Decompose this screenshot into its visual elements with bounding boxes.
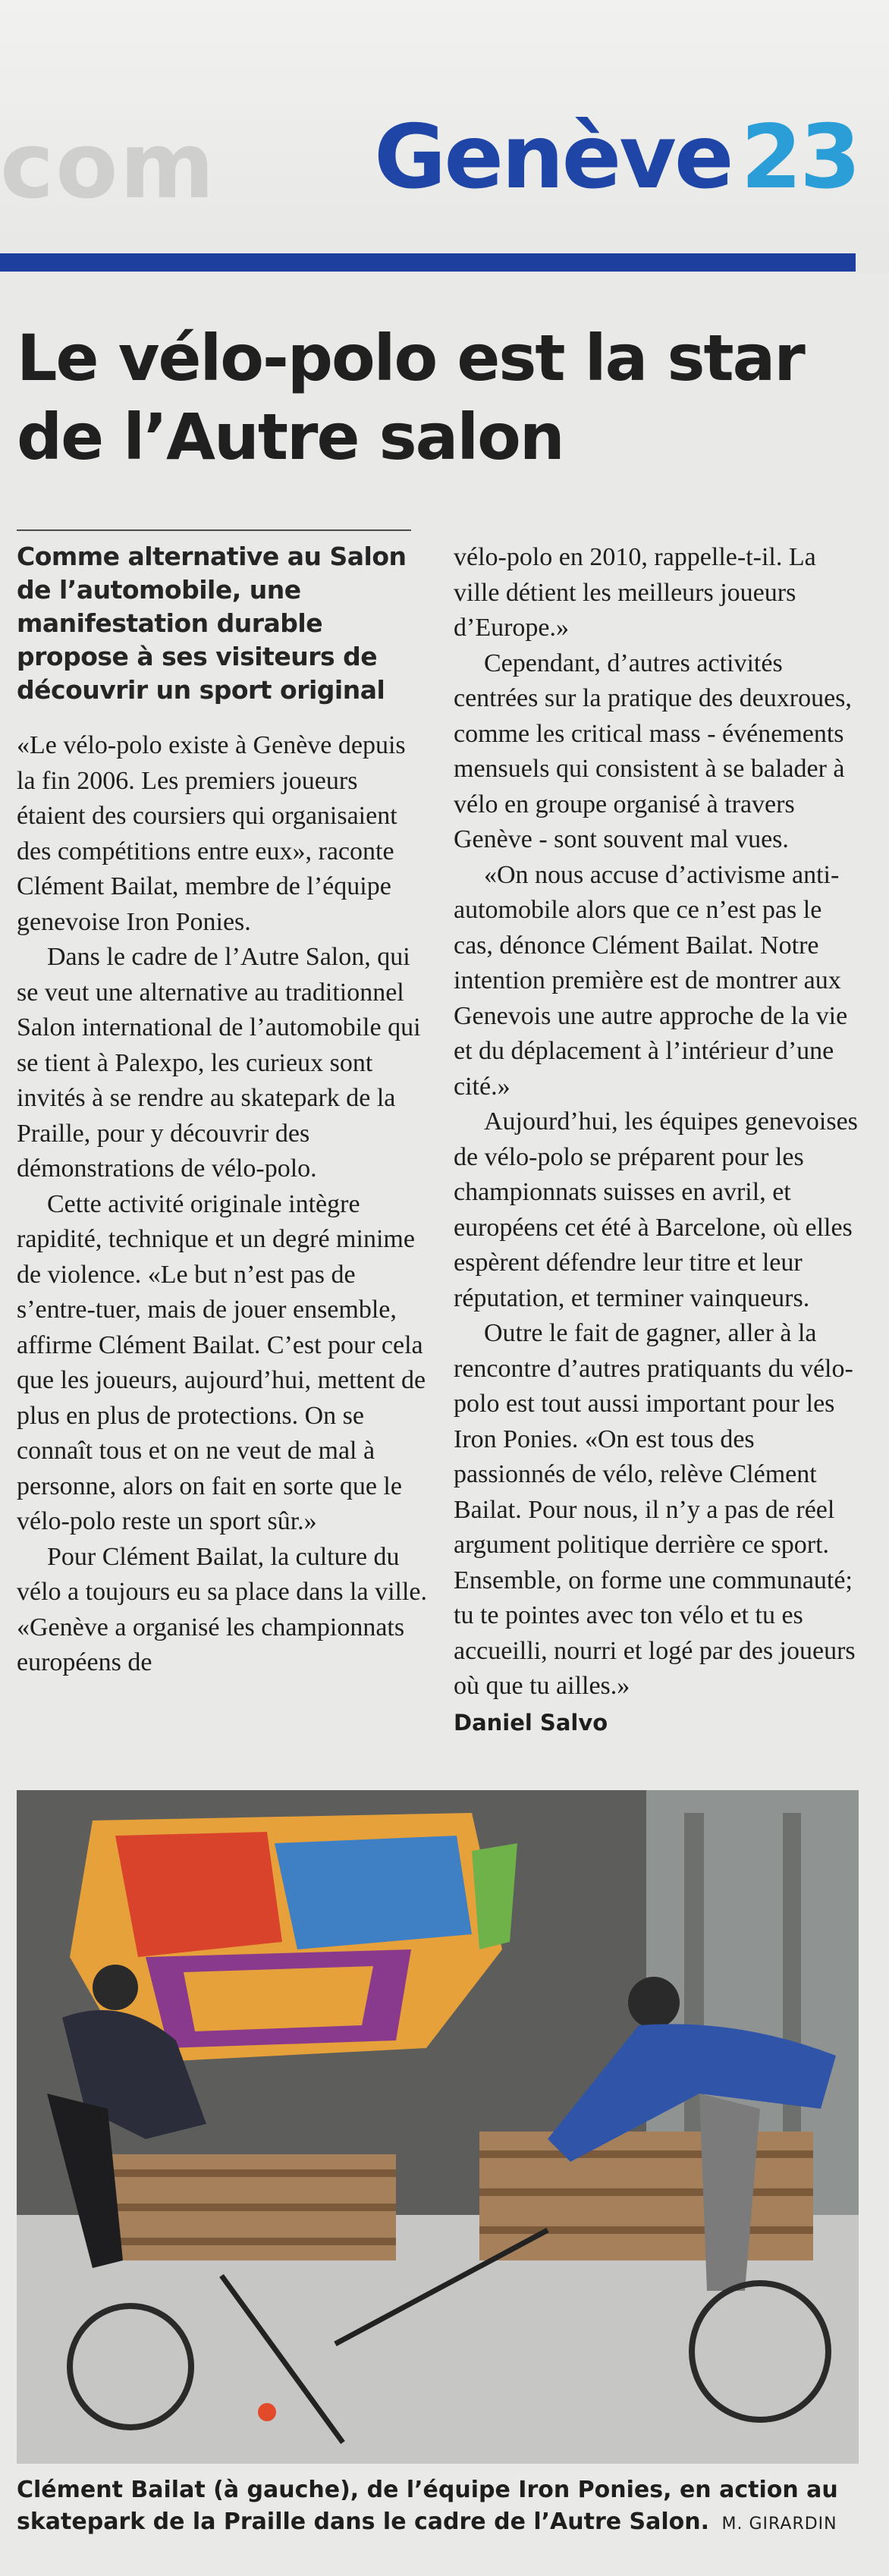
headline-line: de l’Autre salon — [17, 400, 564, 474]
article-paragraph: Pour Clément Bailat, la culture du vélo a toujours eu sa place dans la ville. «Genève a organisé les championnats européens de — [17, 1542, 427, 1676]
article-paragraph: Outre le fait de gagner, aller à la rencontre d’autres pratiquants du vélo-polo est tout aussi important pour les Iron Ponies. «On est tous des passionnés de vélo, relève Clément Bailat. Pour nous, il n’y a pas de réel argument politique derrière ce sport. Ensemble, on forme une communauté; tu te pointes avec ton vélo et tu es accueilli, nourri et logé par des joueurs où que tu ailles.» — [454, 1319, 856, 1700]
photo-credit: M. GIRARDIN — [721, 2515, 837, 2534]
section-rule — [0, 253, 856, 272]
masthead-background-text: com — [0, 114, 216, 219]
lead-paragraph: Comme alternative au Salon de l’automobile, une manifestation durable propose à ses visiteurs de découvrir un sport original — [17, 542, 407, 705]
article-column-right — [454, 540, 867, 1738]
headline — [17, 319, 851, 476]
section-name: Genève — [374, 106, 732, 209]
section-title — [374, 106, 859, 209]
photo-illustration — [17, 1790, 859, 2464]
article-paragraph: Aujourd’hui, les équipes genevoises de vélo-polo se préparent pour les championnats suisses en avril, et européens cet été à Barcelone, où elles espèrent défendre leur titre et leur réputation, et terminer vainqueurs. — [454, 1107, 858, 1312]
headline-line: Le vélo-polo est la star — [17, 321, 804, 395]
article-photo — [17, 1790, 859, 2464]
article-paragraph: Cependant, d’autres activités centrées sur la pratique des deuxroues, comme les critical mass - événements mensuels qui consistent à se balader à vélo en groupe organisé à travers Genève - sont souvent mal vues. — [454, 649, 852, 853]
article-paragraph: «Le vélo-polo existe à Genève depuis la fin 2006. Les premiers joueurs étaient des coursiers qui organisaient des compétitions entre eux», raconte Clément Bailat, membre de l’équipe genevoise Iron Ponies. — [17, 731, 406, 936]
masthead — [0, 0, 889, 273]
left-body — [17, 728, 430, 1681]
lead-rule — [17, 529, 411, 531]
article-paragraph: Cette activité originale intègre rapidité, technique et un degré minime de violence. «Le but n’est pas de s’entre-tuer, mais de jouer ensemble, affirme Clément Bailat. C’est pour cela que les joueurs, aujourd’hui, mettent de plus en plus de protections. On se connaît tous et on ne veut de mal à personne, alors on fait en sorte que le vélo-polo reste un sport sûr.» — [17, 1189, 426, 1535]
article-paragraph: Dans le cadre de l’Autre Salon, qui se veut une alternative au traditionnel Salon international de l’automobile qui se tient à Palexpo, les curieux sont invités à se rendre au skatepark de la Praille, pour y découvrir des démonstrations de vélo-polo. — [17, 943, 421, 1183]
byline: Daniel Salvo — [454, 1709, 608, 1736]
photo-ball — [258, 2403, 276, 2421]
article-column-left — [17, 540, 430, 1681]
caption-text: Clément Bailat (à gauche), de l’équipe Iron Ponies, en action au skatepark de la Praille dans le cadre de l’Autre Salon. — [17, 2477, 838, 2535]
article-paragraph: «On nous accuse d’activisme anti-automobile alors que ce n’est pas le cas, dénonce Clément Bailat. Notre intention première est de montrer aux Genevois une autre approche de la vie et du déplacement à l’intérieur d’une cité.» — [454, 860, 848, 1101]
page-number: 23 — [740, 106, 859, 209]
right-body — [454, 540, 867, 1704]
article-paragraph: vélo-polo en 2010, rappelle-t-il. La ville détient les meilleurs joueurs d’Europe.» — [454, 543, 816, 642]
photo-caption — [17, 2474, 874, 2540]
